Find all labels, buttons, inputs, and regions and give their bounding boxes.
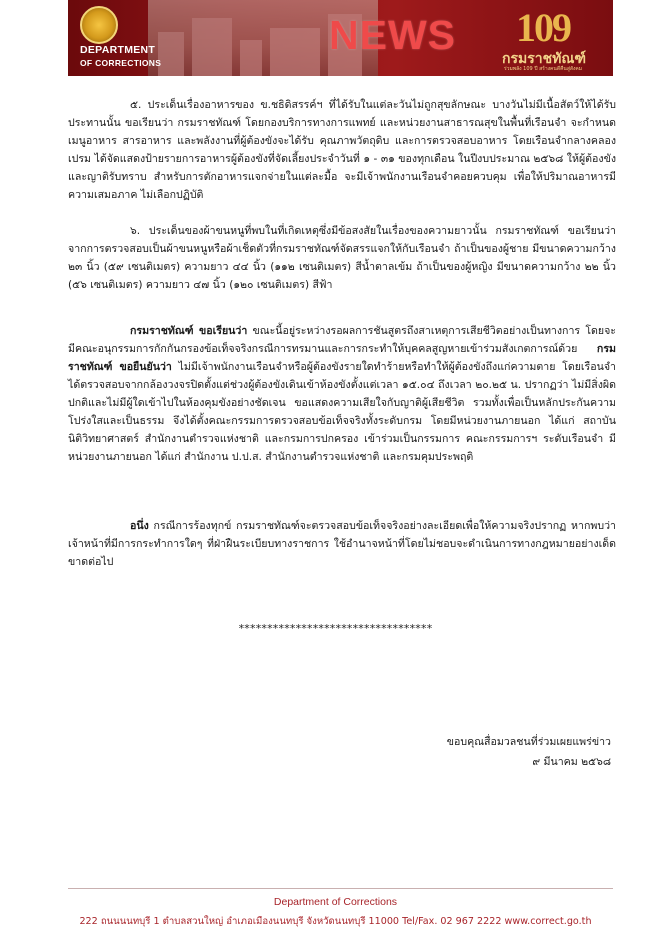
separator-stars: ********************************** [238,622,433,635]
paragraph-5: ๕. ประเด็นเรื่องอาหารของ ข.ชธิดิสรรค์ฯ ที่ได้รับในแต่ละวันไม่ถูกสุขลักษณะ บางวันไม่มีเนื้อสัตว์ให้ได้รับประทานนั้น ขอเรียนว่า กรมราชทัณฑ์ โดยกองบริการทางการแพทย์ และหน่วยงานสาธารณสุขในพื้นที่เรือนจำ จะกำหนดเมนูอาหาร สารอาหาร และพลังงานที่ผู้ต้องขังจะได้รับ คุณภาพวัตถุดิบ และการตรวจสอบอาหาร โดยเรือนจำกลางคลองเปรม ได้จัดแสดงป้ายรายการอาหารผู้ต้องขังที่จัดเลี้ยงประจำวันที่ ๑ - ๓๑ ของทุกเดือน ในปีงบประมาณ ๒๕๖๘ ให้ผู้ต้องขังและญาติรับทราบ สำหรับการตักอาหารแจกจ่ายในแต่ละมื้อ จะมีเจ้าพนักงานเรือนจำคอยควบคุม เพื่อให้ปริมาณอาหารมีความเสมอภาค ไม่เลือกปฏิบัติ [68,99,616,201]
department-emblem-icon [80,6,118,44]
anniversary-name: กรมราชทัณฑ์ [502,51,586,67]
dept-name-line1: DEPARTMENT [80,44,156,56]
paragraph-8: อนึ่ง กรณีการร้องทุกข์ กรมราชทัณฑ์จะตรวจสอบข้อเท็จจริงอย่างละเอียดเพื่อให้ความจริงปรากฏ หากพบว่า เจ้าหน้าที่มีการกระทำการใดๆ ที่ฝ่าฝืนระเบียบทางราชการ ใช้อำนาจหน้าที่โดยไม่ชอบจะดำเนินการทางกฎหมายอย่างเด็ดขาดต่อไป [68,520,616,568]
bold-heading-3: อนึ่ง [130,520,149,532]
paragraph-7: กรมราชทัณฑ์ ขอเรียนว่า ขณะนี้อยู่ระหว่างรอผลการชันสูตรถึงสาเหตุการเสียชีวิตอย่างเป็นทางการ โดยจะมีคณะอนุกรรมการกักกันกรองข้อเท็จจริงกรณีการทรมานและการกระทำให้บุคคลสูญหายเข้าร่วมสังเกตการณ์ด้วย กรมราชทัณฑ์ ขอยืนยันว่า ไม่มีเจ้าพนักงานเรือนจำหรือผู้ต้องขังรายใดทำร้ายหรือทำให้ผู้ต้องขังถึงแก่ความตาย โดยเรือนจำได้ตรวจสอบจากกล้องวงจรปิดตั้งแต่ช่วงผู้ต้องขังเดินเข้าห้องขังตั้งแต่เวลา ๑๕.๐๔ ถึงเวลา ๒๐.๒๕ น. ปรากฏว่า ไม่มีสิ่งผิดปกติและไม่มีผู้ใดเข้าไปในห้องคุมขังอย่างชัดเจน ขอแสดงความเสียใจกับญาติผู้เสียชีวิต รวมทั้งเพื่อเป็นหลักประกันความโปร่งใสและเป็นธรรม จึงได้ตั้งคณะกรรมการตรวจสอบข้อเท็จจริงทั้งระดับกรม โดยมีหน่วยงานภายนอก ได้แก่ สถาบันนิติวิทยาศาสตร์ สำนักงานตำรวจแห่งชาติ และกรมการปกครอง เข้าร่วมเป็นกรรมการ คณะกรรมการฯ ระดับเรือนจำ มีหน่วยงานภายนอก ได้แก่ สำนักงาน ป.ป.ส. สำนักงานตำรวจแห่งชาติ และกรมคุมประพฤติ [68,325,616,463]
paragraph-6: ๖. ประเด็นของผ้าขนหนูที่พบในที่เกิดเหตุซึ่งมีข้อสงสัยในเรื่องของความยาวนั้น กรมราชทัณฑ์ ขอเรียนว่า จากการตรวจสอบเป็นผ้าขนหนูหรือผ้าเช็ดตัวที่กรมราชทัณฑ์จัดสรรแจกให้กับเรือนจำ ถ้าเป็นของผู้ชาย มีขนาดความกว้าง ๒๓ นิ้ว (๕๙ เซนติเมตร) ความยาว ๔๔ นิ้ว (๑๑๒ เซนติเมตร) สีน้ำตาลเข้ม ถ้าเป็นของผู้หญิง มีขนาดความกว้าง ๒๒ นิ้ว (๕๖ เซนติเมตร) ความยาว ๔๗ นิ้ว (๑๒๐ เซนติเมตร) สีฟ้า [68,225,616,291]
footer-divider [68,888,613,889]
anniversary-logo [496,4,608,72]
news-title: NEWS [329,12,456,58]
footer-address: 222 ถนนนนทบุรี 1 ตำบลสวนใหญ่ อำเภอเมืองนนทบุรี จังหวัดนนทบุรี 11000 Tel/Fax. 02 967 2222 www.correct.go.th [79,916,592,927]
anniversary-tagline: ร่วมพลัง 109 ปี สร้างคนดีคืนสู่สังคม [504,66,583,72]
header-banner [68,0,613,76]
dept-name-line2: OF CORRECTIONS [80,58,162,68]
bold-heading-2: กรมราชทัณฑ์ ขอยืนยันว่า [68,343,616,373]
bold-heading-1: กรมราชทัณฑ์ ขอเรียนว่า [130,325,248,337]
footer-org: Department of Corrections [273,896,398,908]
date-line: ๙ มีนาคม ๒๕๖๘ [532,756,611,768]
thanks-line: ขอบคุณสื่อมวลชนที่ร่วมเผยแพร่ข่าว [446,736,611,748]
anniversary-number: 109 [516,5,570,50]
closing-block [447,732,611,772]
